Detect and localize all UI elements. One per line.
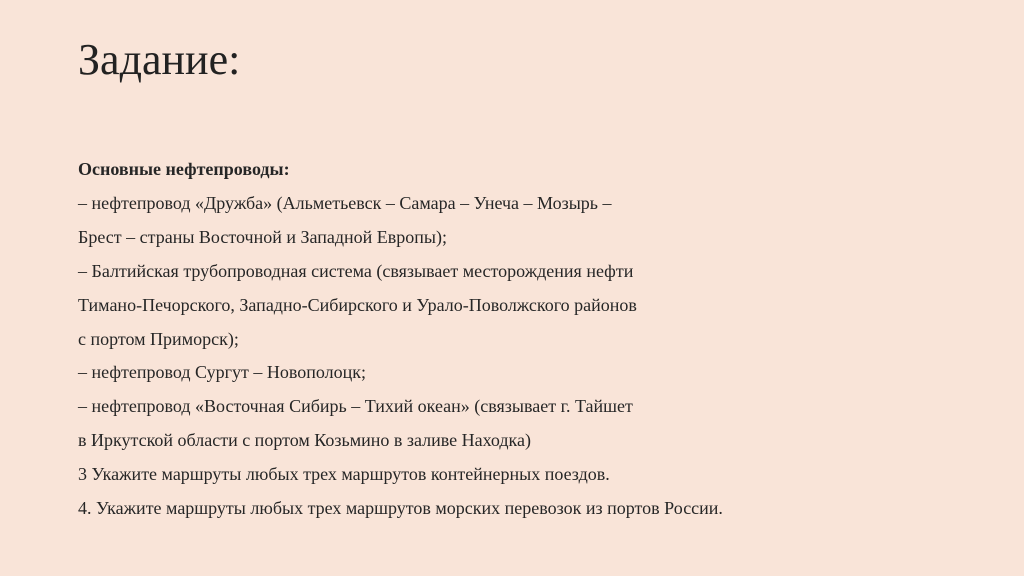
body-line: – нефтепровод «Дружба» (Альметьевск – Самара – Унеча – Мозырь – [78,192,612,213]
body-line: Тимано-Печорского, Западно-Сибирского и Урало-Поволжского районов [78,294,637,315]
slide-body [78,153,978,526]
slide-title: Задание: [78,35,241,84]
body-line: – нефтепровод Сургут – Новополоцк; [78,362,366,383]
body-line: – Балтийская трубопроводная система (связывает месторождения нефти [78,260,634,281]
task-item: 4. Укажите маршруты любых трех маршрутов морских перевозок из портов России. [78,498,723,519]
body-line: с портом Приморск); [78,328,239,349]
section-heading: Основные нефтепроводы: [78,159,290,179]
body-line: в Иркутской области с портом Козьмино в заливе Находка) [78,430,531,451]
task-item: 3 Укажите маршруты любых трех маршрутов контейнерных поездов. [78,464,610,485]
body-line: Брест – страны Восточной и Западной Европы); [78,226,448,247]
body-line: – нефтепровод «Восточная Сибирь – Тихий океан» (связывает г. Тайшет [78,396,633,417]
